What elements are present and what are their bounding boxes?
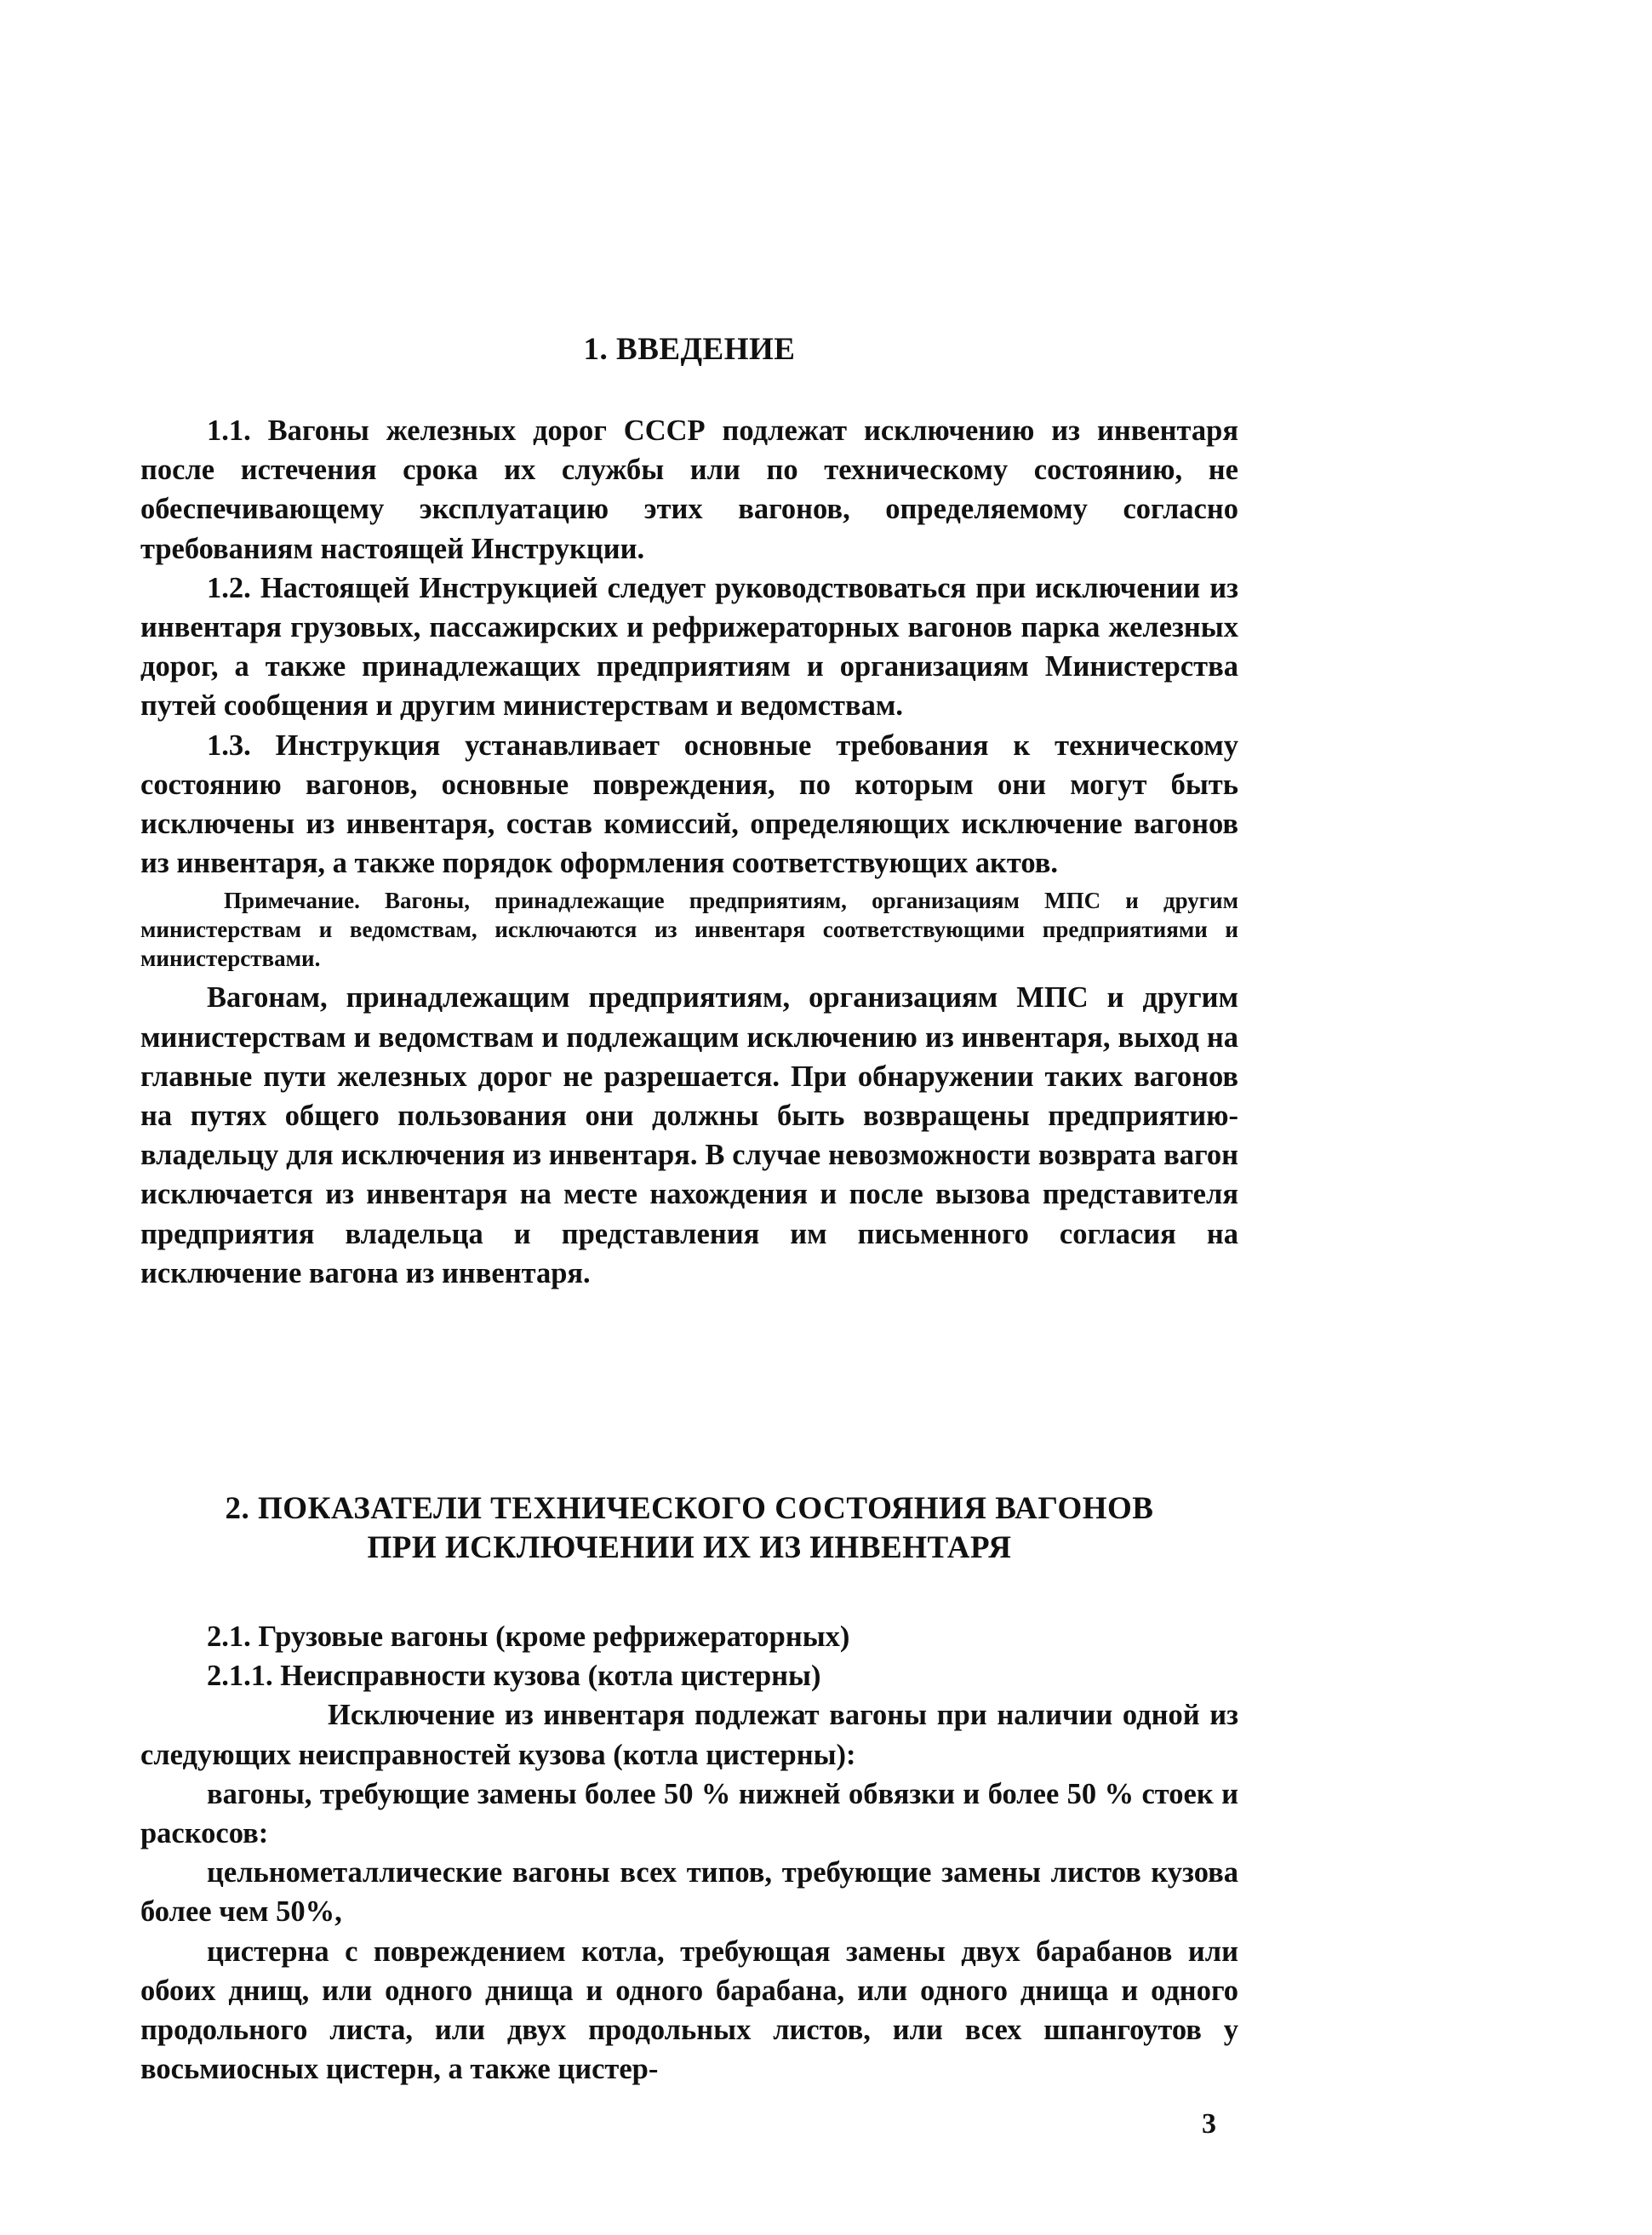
section-2-heading-line-2: ПРИ ИСКЛЮЧЕНИИ ИХ ИЗ ИНВЕНТАРЯ — [367, 1530, 1012, 1565]
subheading-2-1-1: 2.1.1. Неисправности кузова (котла цистерны) — [207, 1660, 821, 1693]
paragraph-1-3: 1.3. Инструкция устанавливает основные требования к техническому состоянию вагонов, основные повреждения, по которым они могут быть исключены из инвентаря, состав комиссий, определяющих исключение вагонов из инвентаря, а также порядок оформления соответствующих актов. — [140, 729, 1238, 880]
section-1-heading: 1. ВВЕДЕНИЕ — [583, 332, 796, 367]
section-1-body — [140, 411, 1238, 1293]
note — [140, 886, 1238, 973]
page-number: 3 — [1202, 2108, 1216, 2140]
section-2-body — [140, 1617, 1238, 2089]
paragraph-2-item-2: цельнометаллические вагоны всех типов, требующие замены листов кузова более чем 50%, — [140, 1856, 1238, 1929]
section-2-heading — [140, 1489, 1238, 1568]
paragraph-1-1: 1.1. Вагоны железных дорог СССР подлежат исключению из инвентаря после истечения срока их службы или по техническому состоянию, не обеспечивающему эксплуатацию этих вагонов, определяемому согласно требованиям настоящей Инструкции. — [140, 414, 1238, 565]
paragraph-after-note: Вагонам, принадлежащим предприятиям, организациям МПС и другим министерствам и ведомствам и подлежащим исключению из инвентаря, выход на главные пути железных дорог не разрешается. При обнаружении таких вагонов на путях общего пользования они должны быть возвращены предприятию-владельцу для исключения из инвентаря. В случае невозможности возврата вагон исключается из инвентаря на месте нахождения и после вызова представителя предприятия владельца и представления им письменного согласия на исключение вагона из инвентаря. — [140, 981, 1238, 1289]
paragraph-2-item-3: цистерна с повреждением котла, требующая замены двух барабанов или обоих днищ, или одного днища и одного барабана, или одного днища и одного продольного листа, или двух продольных листов, или всех шпангоутов у восьмиосных цистерн, а также цистер- — [140, 1935, 1238, 2086]
note-text: Вагоны, принадлежащие предприятиям, организациям МПС и другим министерствам и ведомствам, исключаются из инвентаря соответствующими предприятиями и министерствами. — [140, 888, 1238, 972]
paragraph-2-intro: Исключение из инвентаря подлежат вагоны при наличии одной из следующих неисправностей кузова (котла цистерны): — [140, 1699, 1238, 1771]
subheading-2-1: 2.1. Грузовые вагоны (кроме рефрижераторных) — [207, 1621, 850, 1653]
section-2-heading-line-1: 2. ПОКАЗАТЕЛИ ТЕХНИЧЕСКОГО СОСТОЯНИЯ ВАГОНОВ — [225, 1491, 1154, 1526]
note-label: Примечание. — [224, 888, 360, 914]
paragraph-2-item-1: вагоны, требующие замены более 50 % нижней обвязки и более 50 % стоек и раскосов: — [140, 1777, 1238, 1850]
paragraph-1-2: 1.2. Настоящей Инструкцией следует руководствоваться при исключении из инвентаря грузовых, пассажирских и рефрижераторных вагонов парка железных дорог, а также принадлежащих предприятиям и организациям Министерства путей сообщения и другим министерствам и ведомствам. — [140, 571, 1238, 723]
